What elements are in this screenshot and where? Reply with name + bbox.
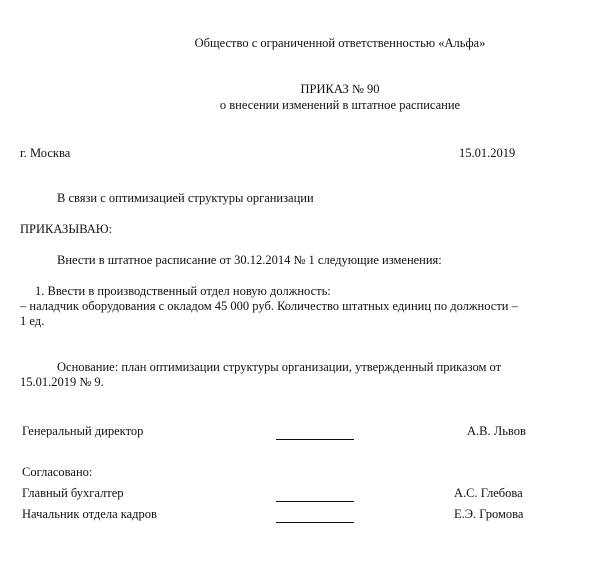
basis-line-2: 15.01.2019 № 9. (20, 375, 104, 389)
director-name: А.В. Львов (467, 424, 526, 438)
preamble: В связи с оптимизацией структуры организации (57, 191, 314, 205)
order-subject: о внесении изменений в штатное расписание (219, 98, 461, 112)
signer-position: Главный бухгалтер (22, 486, 124, 500)
signer-name: Е.Э. Громова (454, 507, 524, 521)
basis-line-1: Основание: план оптимизации структуры организации, утвержденный приказом от (57, 360, 502, 374)
director-signature-line (276, 439, 354, 440)
signer-signature-line (276, 501, 354, 502)
organization-name: Общество с ограниченной ответственностью «Альфа» (194, 36, 486, 50)
instruction: Внести в штатное расписание от 30.12.2014 № 1 следующие изменения: (57, 253, 442, 267)
item-line-3: 1 ед. (20, 314, 45, 328)
signer-name: А.С. Глебова (454, 486, 523, 500)
item-line-1: 1. Ввести в производственный отдел новую должность: (35, 284, 331, 298)
agreed-label: Согласовано: (22, 465, 93, 479)
signer-position: Начальник отдела кадров (22, 507, 157, 521)
order-word: ПРИКАЗЫВАЮ: (20, 222, 113, 236)
order-title: ПРИКАЗ № 90 (300, 82, 380, 96)
place: г. Москва (20, 146, 71, 160)
signer-signature-line (276, 522, 354, 523)
director-position: Генеральный директор (22, 424, 144, 438)
item-line-2: – наладчик оборудования с окладом 45 000 руб. Количество штатных единиц по должности – (20, 299, 518, 313)
order-date: 15.01.2019 (459, 146, 516, 160)
